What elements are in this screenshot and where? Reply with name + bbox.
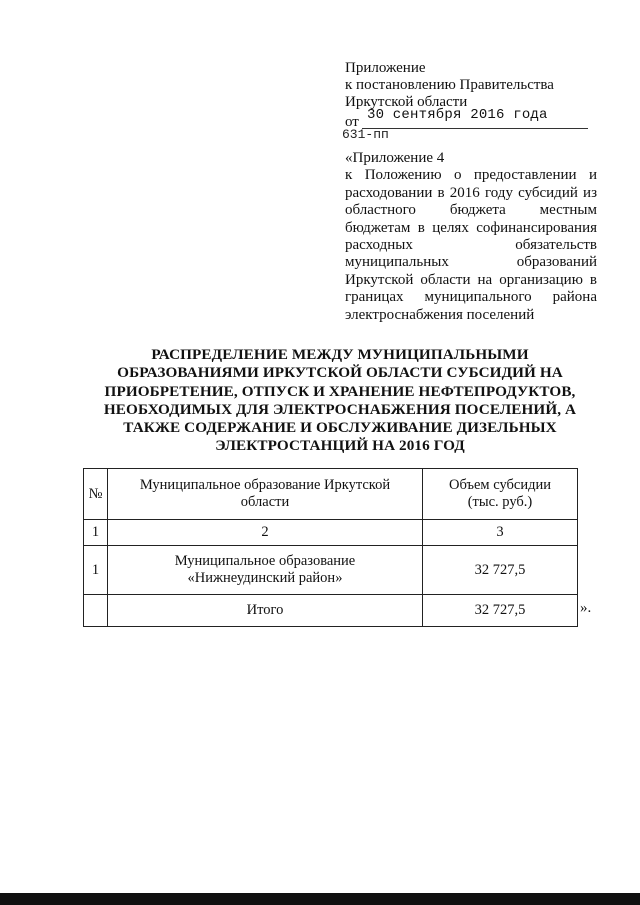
header-subsidy: [423, 469, 578, 520]
total-number-cell: [84, 595, 108, 627]
title-line: ТАКЖЕ СОДЕРЖАНИЕ И ОБСЛУЖИВАНИЕ ДИЗЕЛЬНЫХ: [123, 419, 557, 437]
approval-region: Иркутской области: [345, 94, 468, 110]
approval-decree: к постановлению Правительства: [345, 77, 554, 93]
row-amount: 32 727,5: [423, 546, 578, 595]
appendix-body: к Положению о предоставлении и расходовании в 2016 году субсидий из областного бюджета местным бюджетам в целях софинансирования расходных обязательств муниципальных образований Иркутской области на организацию в границах муниципального района электроснабжения поселений: [345, 167, 597, 323]
row-municipality-line2: «Нижнеудинский район»: [187, 570, 343, 586]
document-title: [75, 346, 605, 456]
header-municipality-line1: Муниципальное образование Иркутской: [139, 477, 391, 493]
header-subsidy-line1: Объем субсидии: [449, 477, 551, 493]
index-cell: 1: [84, 520, 108, 546]
scan-bottom-edge: [0, 893, 640, 905]
table-header-row: [84, 469, 578, 520]
allocation-table: [83, 468, 578, 627]
index-cell: 3: [423, 520, 578, 546]
title-line: НЕОБХОДИМЫХ ДЛЯ ЭЛЕКТРОСНАБЖЕНИЯ ПОСЕЛЕНИЙ, А: [103, 400, 577, 418]
table-total-row: [84, 595, 578, 627]
approval-date-prefix: от: [345, 114, 359, 130]
title-line: ПРИОБРЕТЕНИЕ, ОТПУСК И ХРАНЕНИЕ НЕФТЕПРОДУКТОВ,: [104, 382, 576, 400]
title-line: РАСПРЕДЕЛЕНИЕ МЕЖДУ МУНИЦИПАЛЬНЫМИ: [151, 346, 529, 363]
allocation-table-wrap: [83, 468, 578, 627]
appendix-block: [345, 150, 597, 324]
header-municipality: [108, 469, 423, 520]
total-amount: 32 727,5: [423, 595, 578, 627]
title-line: ЭЛЕКТРОСТАНЦИЙ НА 2016 ГОД: [215, 437, 465, 455]
approval-number: 631-пп: [342, 127, 389, 142]
title-line: ОБРАЗОВАНИЯМИ ИРКУТСКОЙ ОБЛАСТИ СУБСИДИЙ НА: [117, 364, 563, 382]
index-cell: 2: [108, 520, 423, 546]
approval-block: [342, 60, 595, 144]
approval-number-row: [342, 127, 595, 144]
table-row: [84, 546, 578, 595]
appendix-heading: «Приложение 4: [345, 150, 445, 166]
closing-quote: ».: [580, 600, 592, 616]
header-number: №: [84, 469, 108, 520]
date-underline: [362, 128, 588, 129]
header-subsidy-line2: (тыс. руб.): [467, 494, 533, 510]
header-municipality-line2: области: [240, 494, 290, 510]
table-index-row: [84, 520, 578, 546]
row-municipality: [108, 546, 423, 595]
row-number: 1: [84, 546, 108, 595]
row-municipality-line1: Муниципальное образование: [174, 553, 356, 569]
approval-date: 30 сентября 2016 года: [367, 107, 548, 123]
total-label: Итого: [108, 595, 423, 627]
approval-title: Приложение: [345, 60, 426, 76]
